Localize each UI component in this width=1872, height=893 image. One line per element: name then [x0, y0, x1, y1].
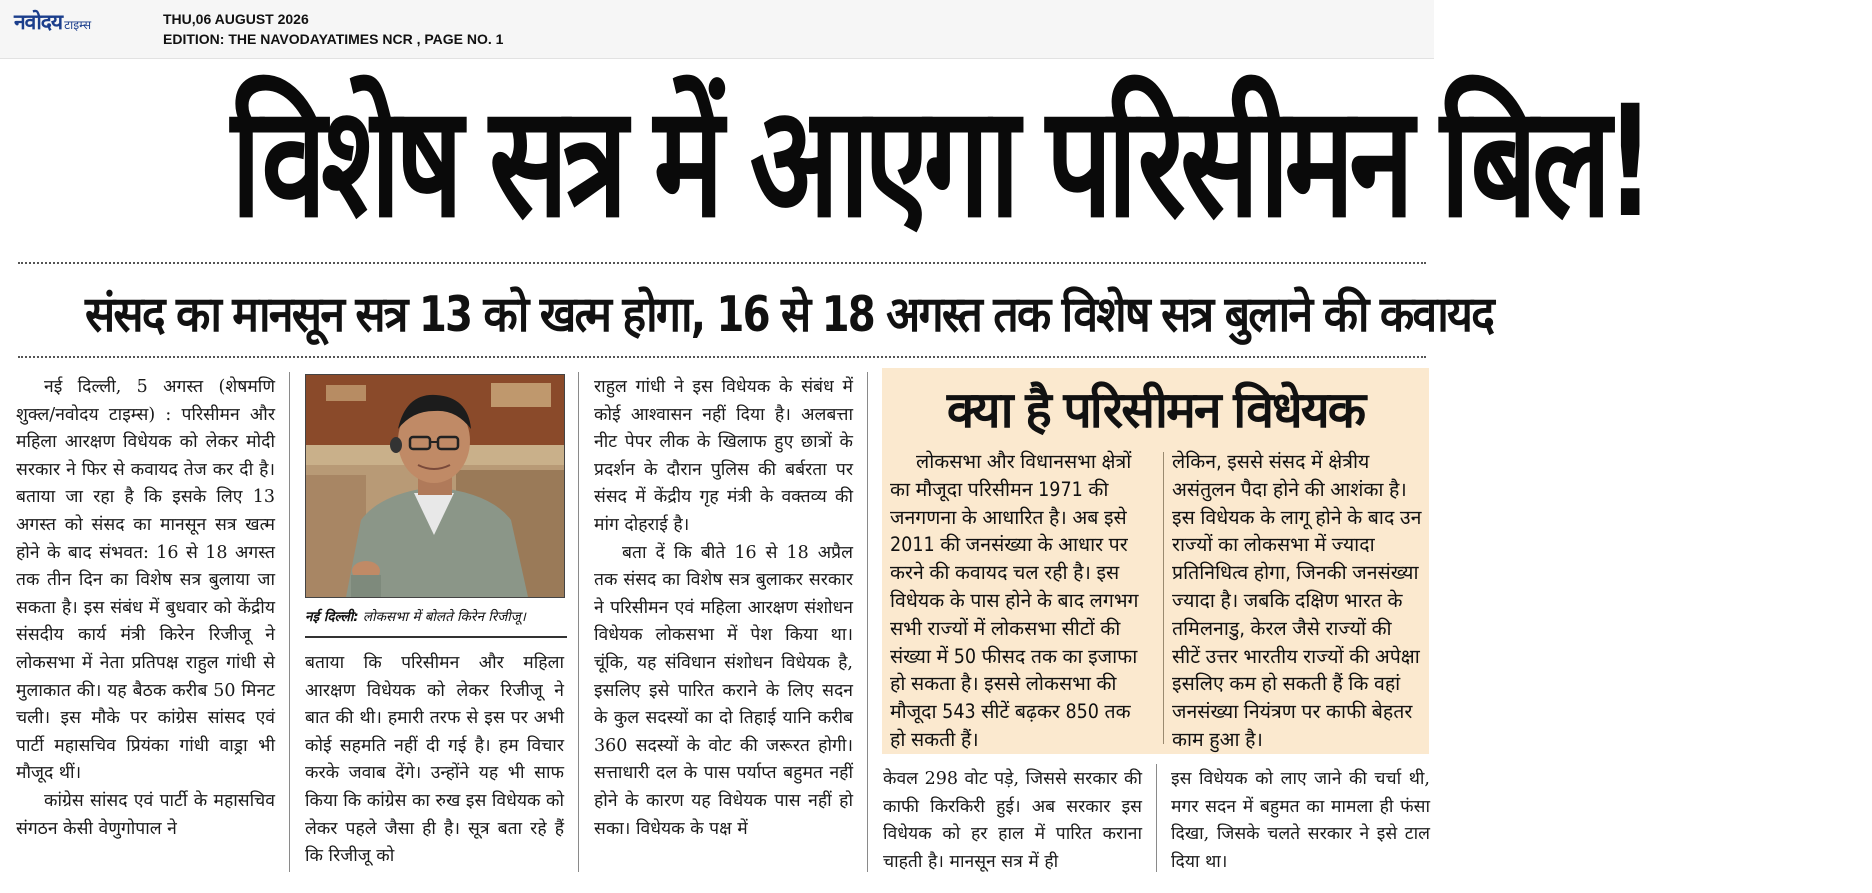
- photo-minister-speaking-icon: [306, 375, 564, 597]
- column-1-paragraph-1: नई दिल्ली, 5 अगस्त (शेषमणि शुक्ल/नवोदय टाइम्स) : परिसीमन और महिला आरक्षण विधेयक को लेकर मोदी सरकार ने फिर से कवायद तेज कर दी है। बताया जा रहा है कि इसके लिए 13 अगस्त को संसद का मानसून सत्र खत्म होने के बाद संभवत: 16 से 18 अगस्त तक तीन दिन का विशेष सत्र बुलाया जा सकता है। इस संबंध में बुधवार को केंद्रीय संसदीय कार्य मंत्री किरेन रिजीजू ने लोकसभा में नेता प्रतिपक्ष राहुल गांधी से मुलाकात की। यह बैठक करीब 50 मिनट चली। इस मौके पर कांग्रेस सांसद एवं पार्टी महासचिव प्रियंका गांधी वाड्रा भी मौजूद थीं।: [16, 377, 275, 784]
- explainer-title: क्या है परिसीमन विधेयक: [946, 381, 1365, 439]
- column-3-paragraph-2: बता दें कि बीते 16 से 18 अप्रैल तक संसद का विशेष सत्र बुलाकर सरकार ने परिसीमन एवं महिला आरक्षण संशोधन विधेयक लोकसभा में पेश किया था। चूंकि, यह संविधान संशोधन विधेयक है, इसलिए इसे पारित कराने के लिए सदन के कुल सदस्यों का दो तिहाई यानि करीब 360 सदस्यों के वोट की जरूरत होगी। सत्ताधारी दल के पास पर्याप्त बहुमत नहीं होने के कारण यह विधेयक पास नहीं हो सका। विधेयक के पक्ष में: [594, 542, 853, 839]
- caption-rule: [305, 636, 567, 638]
- photo-caption: [305, 607, 567, 627]
- caption-text: लोकसभा में बोलते किरेन रिजीजू।: [362, 609, 526, 625]
- article-column-2: [305, 650, 564, 880]
- logo-text: नवोदय: [14, 10, 63, 34]
- column-rule-2: [578, 372, 579, 872]
- masthead-bar: [0, 0, 1434, 59]
- article-column-3: [594, 374, 853, 884]
- edition-info: [163, 9, 503, 49]
- caption-place: नई दिल्ली:: [305, 609, 359, 625]
- edition-name: EDITION: THE NAVODAYATIMES NCR , PAGE NO. 1: [163, 31, 504, 47]
- column-5-paragraph-1: इस विधेयक को लाए जाने की चर्चा थी, मगर सदन में बहुमत का मामला ही फंसा दिखा, जिसके चलते सरकार ने इसे टाल दिया था।: [1171, 769, 1430, 872]
- explainer-left-text: लोकसभा और विधानसभा क्षेत्रों का मौजूदा परिसीमन 1971 की जनगणना के आधारित है। अब इसे 2011 की जनसंख्या के आधार पर करने की कवायद चल रही है। इस विधेयक के पास होने के बाद लगभग सभी राज्यों में लोकसभा सीटों की संख्या में 50 फीसद तक का इजाफा हो सकता है। इससे लोकसभा की मौजूदा 543 सीटें बढ़कर 850 तक हो सकती हैं।: [890, 450, 1139, 751]
- logo-subtext: टाइम्स: [64, 18, 92, 32]
- newspaper-logo[interactable]: [14, 8, 91, 36]
- explainer-right-column: [1172, 448, 1422, 754]
- column-2-paragraph-1: बताया कि परिसीमन और महिला आरक्षण विधेयक को लेकर रिजीजू ने बात की थी। हमारी तरफ से इस पर अभी कोई सहमति नहीं दी गई है। हम विचार करके जवाब देंगे। उन्होंने यह भी साफ किया कि कांग्रेस का रुख इस विधेयक को लेकर पहले जैसा ही है। सूत्र बता रहे हैं कि रिजीजू को: [305, 653, 565, 867]
- column-1-paragraph-2: कांग्रेस सांसद एवं पार्टी के महासचिव संगठन केसी वेणुगोपाल ने: [16, 790, 275, 839]
- explainer-left-column: [890, 448, 1150, 754]
- column-3-paragraph-1: राहुल गांधी ने इस विधेयक के संबंध में कोई आश्वासन नहीं दिया है। अलबत्ता नीट पेपर लीक के खिलाफ हुए छात्रों के प्रदर्शन के दौरान पुलिस की बर्बरता पर संसद में केंद्रीय गृह मंत्री के वक्तव्य की मांग दोहराई है।: [594, 377, 853, 535]
- column-rule-4: [1156, 764, 1157, 872]
- column-4-paragraph-1: केवल 298 वोट पड़े, जिससे सरकार की काफी किरकिरी हुई। अब सरकार इस विधेयक को हर हाल में पारित कराना चाहती है। मानसून सत्र में ही: [883, 769, 1142, 872]
- article-column-1: [16, 374, 275, 884]
- divider-dotted-top: [18, 262, 1426, 264]
- explainer-box: [882, 368, 1429, 754]
- column-rule-1: [289, 372, 290, 872]
- article-column-5: [1171, 766, 1430, 884]
- edition-date: THU,06 AUGUST 2026: [163, 11, 309, 27]
- subheadline: संसद का मानसून सत्र 13 को खत्म होगा, 16 से 18 अगस्त तक विशेष सत्र बुलाने की कवायद: [85, 286, 1494, 343]
- explainer-right-text: लेकिन, इससे संसद में क्षेत्रीय असंतुलन पैदा होने की आशंका है। इस विधेयक के लागू होने के बाद उन राज्यों का लोकसभा में ज्यादा प्रतिनिधित्व होगा, जिनकी जनसंख्या ज्यादा है। जबकि दक्षिण भारत के तमिलनाडु, केरल जैसे राज्यों की सीटें उत्तर भारतीय राज्यों की अपेक्षा इसलिए कम हो सकती हैं कि वहां जनसंख्या नियंत्रण पर काफी बेहतर काम हुआ है।: [1172, 450, 1422, 751]
- article-column-4: [883, 766, 1142, 884]
- article-photo[interactable]: [305, 374, 565, 598]
- headline: विशेष सत्र में आएगा परिसीमन बिल!: [230, 73, 1649, 252]
- divider-dotted-bottom: [18, 356, 1426, 358]
- column-rule-3: [867, 372, 868, 872]
- explainer-divider: [1163, 452, 1164, 744]
